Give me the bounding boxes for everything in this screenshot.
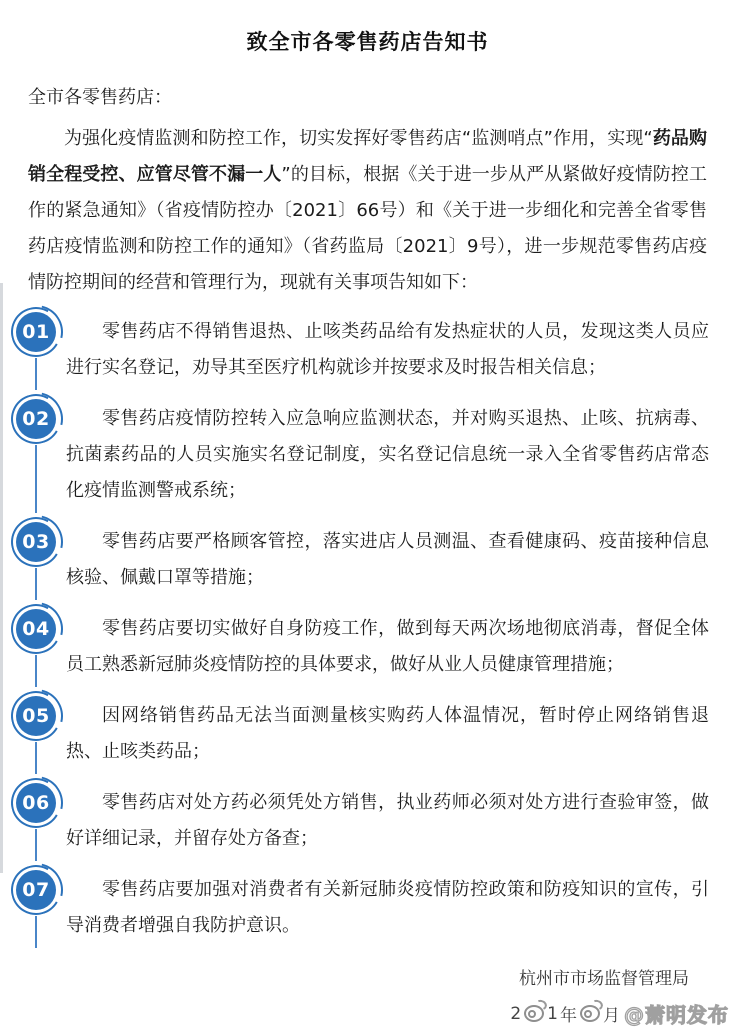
intro-text-pre: 为强化疫情监测和防控工作，切实发挥好零售药店“监测哨点”作用，实现“ [64, 128, 653, 149]
weibo-logo-icon [524, 1005, 544, 1022]
badge-ring [16, 609, 56, 649]
item-number-badge: 01 [16, 312, 56, 352]
notice-item-06 [14, 780, 709, 867]
date-fragment: 1 [547, 1003, 558, 1024]
item-number-column [14, 780, 66, 857]
badge-ring [16, 522, 56, 562]
item-number-column [14, 693, 66, 770]
date-fragment: 2 [510, 1003, 522, 1024]
weibo-logo-icon [580, 1005, 600, 1022]
badge-ring [16, 399, 56, 439]
date-fragment: 年 [560, 1006, 577, 1026]
item-text: 零售药店要严格顾客管控，落实进店人员测温、查看健康码、疫苗接种信息核验、佩戴口罩等措施； [66, 531, 709, 588]
item-number-column [14, 396, 66, 509]
notice-items [14, 309, 709, 954]
item-number-column [14, 867, 66, 944]
date-fragment: 月 [603, 1006, 620, 1026]
intro-text-bold: 药品购销全程受控、应管尽管不漏一人 [28, 128, 708, 185]
scan-edge-artifact [0, 283, 3, 873]
notice-item-01 [14, 309, 709, 396]
badge-ring [16, 696, 56, 736]
item-number-badge: 04 [16, 609, 56, 649]
item-text: 因网络销售药品无法当面测量核实购药人体温情况，暂时停止网络销售退热、止咳类药品； [66, 705, 709, 762]
item-text: 零售药店不得销售退热、止咳类药品给有发热症状的人员，发现这类人员应进行实名登记，劝导其至医疗机构就诊并按要求及时报告相关信息； [66, 321, 709, 378]
page-title: 致全市各零售药店告知书 [246, 30, 489, 54]
item-text: 零售药店要切实做好自身防疫工作，做到每天两次场地彻底消毒，督促全体员工熟悉新冠肺炎疫情防控的具体要求，做好从业人员健康管理措施； [66, 618, 709, 675]
intro-paragraph [28, 121, 707, 301]
item-number-column [14, 309, 66, 386]
date-row [0, 999, 729, 1028]
item-text: 零售药店要加强对消费者有关新冠肺炎疫情防控政策和防疫知识的宣传，引导消费者增强自我防护意识。 [66, 879, 709, 936]
badge-ring [16, 783, 56, 823]
item-text: 零售药店对处方药必须凭处方销售，执业药师必须对处方进行查验审签，做好详细记录，并留存处方备查； [66, 792, 709, 849]
document-footer [0, 964, 735, 1028]
item-number-column [14, 519, 66, 596]
notice-item-07 [14, 867, 709, 954]
item-number-badge: 02 [16, 399, 56, 439]
intro-text-post: ”的目标，根据《关于进一步从严从紧做好疫情防控工作的紧急通知》（省疫情防控办〔2021〕66号）和《关于进一步细化和完善全省零售药店疫情监测和防控工作的通知》（省药监局〔2021〕9号），进一步规范零售药店疫情防控期间的经营和管理行为，现就有关事项告知如下： [28, 164, 707, 293]
item-number-badge: 03 [16, 522, 56, 562]
signature-agency: 杭州市市场监督管理局 [519, 969, 689, 989]
item-text: 零售药店疫情防控转入应急响应监测状态，并对购买退热、止咳、抗病毒、抗菌素药品的人员实施实名登记制度，实名登记信息统一录入全省零售药店常态化疫情监测警戒系统； [66, 408, 709, 501]
notice-item-04 [14, 606, 709, 693]
item-number-badge: 05 [16, 696, 56, 736]
notice-item-02 [14, 396, 709, 519]
item-number-column [14, 606, 66, 683]
notice-item-05 [14, 693, 709, 780]
badge-ring [16, 870, 56, 910]
badge-ring [16, 312, 56, 352]
item-number-badge: 06 [16, 783, 56, 823]
weibo-watermark: @萧明发布 [624, 1003, 729, 1027]
item-number-badge: 07 [16, 870, 56, 910]
salutation: 全市各零售药店： [28, 87, 172, 108]
notice-item-03 [14, 519, 709, 606]
